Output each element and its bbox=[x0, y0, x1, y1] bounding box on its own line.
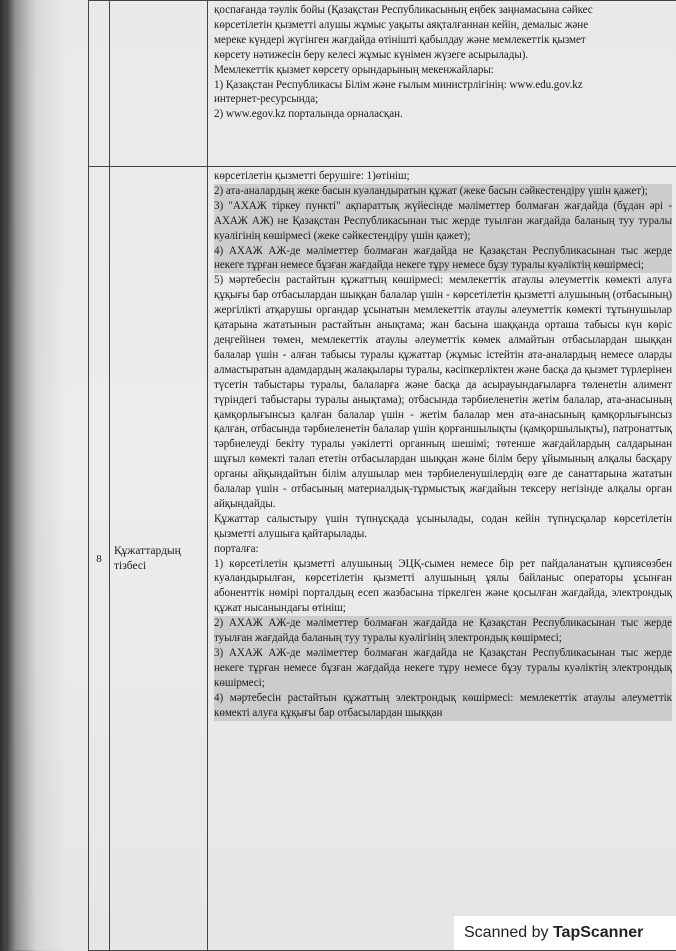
paragraph: 4) АХАЖ АЖ-де мәліметтер болмаған жағдайда не Қазақстан Республикасынан тыс жерде некеге тұрған немесе бұзған жағдайда некеге тұру немесе бұзу туралы куәліктің көшірмесі; bbox=[214, 244, 672, 274]
paragraph: 3) "АХАЖ тіркеу пункті" ақпараттық жүйесінде мәліметтер болмаған жағдайда (бұдан әрі - АХАЖ АЖ) не Қазақстан Республикасынан тыс жерде туылған жағдайда баланың туу туралы куәлігінің көшірмесі (жеке сәйкестендіру үшін қажет); bbox=[214, 199, 672, 244]
text-line: көрсету нәтижесін беру келесі жұмыс күнімен жүзеге асырылады). bbox=[214, 48, 672, 63]
paragraph: 3) АХАЖ АЖ-де мәліметтер болмаған жағдайда не Қазақстан Республикасынан тыс жерде некеге тұрған немесе бұзған жағдайда некеге тұру немесе бұзу туралы куәліктің электрондық көшірмесі; bbox=[214, 646, 672, 691]
page-edge-shadow bbox=[6, 0, 66, 950]
paragraph: 5) мәртебесін растайтын құжаттың көшірмесі: мемлекеттік атаулы әлеуметтік көмекті алуға құқығы бар отбасылардан шыққан балалар үшін - көрсетілетін қызметті алушының (отбасының) жергілікті атқарушы органдар ұсынатын мемлекеттік атаулы әлеуметтік көмекті тұтынушылар қатарына жататынын растайтын анықтама; жан басына шаққанда орташа табысы күн көріс деңгейінен төмен, мемлекеттік атаулы әлеуметтік көмек алмайтын отбасылардан шыққан балалар үшін - алған табысы туралы құжаттар (жұмыс істейтін ата-аналардың немесе оларды алмастыратын адамдардың жалақылары туралы, кәсіпкерліктен және басқа да қызмет түрлерінен түсетін табыстары туралы, балаларға және басқа да асырауындағыларға төленетін алимент түріндегі табыстары туралы анықтама); отбасында тәрбиеленетін жетім балалар, ата-анасының қамқорлығынсыз қалған балалар үшін - жетім балалар мен ата-анасының қамқорлығынсыз қалған, отбасында тәрбиеленетін балалар үшін қорғаншылықты (қамқоршылықты), патронаттық тәрбиелеуді бекіту туралы уәкілетті органның шешімі; төтенше жағдайлардың салдарынан шұғыл көмекті талап ететін отбасылардан шыққан және білім беру ұйымының алқалы басқару органы айқындайтын білім алушылар мен тәрбиеленушілердің өзге де санаттарына жататын балалар үшін - отбасының материалдық-тұрмыстық жағдайын тексеру негізінде алқалы орган айқындайды. bbox=[214, 273, 672, 512]
text-line: мереке күндері жүгінген жағдайда өтінішті қабылдау және мемлекеттік қызмет bbox=[214, 33, 672, 48]
paragraph: көрсетілетін қызметті берушіге: 1)өтініш; bbox=[214, 169, 672, 184]
row-title-documents-list: Құжаттардың тізбесі bbox=[110, 167, 208, 951]
row-content bbox=[208, 1, 676, 167]
text-line: 1) Қазақстан Республикасы Білім және ғылым министрлігінің: www.edu.gov.kz bbox=[214, 78, 672, 93]
table-row bbox=[89, 167, 676, 951]
paragraph: 4) мәртебесін растайтын құжаттың электрондық көшірмесі: мемлекеттік атаулы әлеуметтік көмекті алуға құқығы бар отбасылардан шыққан bbox=[214, 691, 672, 721]
text-line: көрсетілетін қызметті алушы жұмыс уақыты аяқталғаннан кейін, демалыс және bbox=[214, 18, 672, 33]
text-line: интернет-ресурсында; bbox=[214, 92, 672, 107]
text-line: Мемлекеттік қызмет көрсету орындарының мекенжайлары: bbox=[214, 63, 672, 78]
paragraph: Құжаттар салыстыру үшін түпнұсқада ұсынылады, содан кейін түпнұсқалар көрсетілетін қызметті алушыға қайтарылады. bbox=[214, 512, 672, 542]
row-title bbox=[110, 1, 208, 167]
row-number: 8 bbox=[89, 167, 110, 951]
scanner-watermark bbox=[454, 916, 676, 950]
row-number bbox=[89, 1, 110, 167]
watermark-prefix: Scanned by bbox=[464, 924, 553, 941]
paragraph: 2) АХАЖ АЖ-де мәліметтер болмаған жағдайда не Қазақстан Республикасынан тыс жерде туылған жағдайда баланың туу туралы куәлігінің электрондық көшірмесі; bbox=[214, 616, 672, 646]
scanned-page bbox=[6, 0, 676, 950]
paragraph: 1) көрсетілетін қызметті алушының ЭЦҚ-сымен немесе бір рет пайдаланатын құпиясөзбен куәландырылған, көрсетілетін қызметті алушының ұялы байланыс операторы ұсынған абоненттік нөмірі порталдың есеп жазбасына тіркелген жəне қосылған жағдайда, электрондық құжат нысанындағы өтініш; bbox=[214, 557, 672, 617]
row-content bbox=[208, 167, 676, 951]
text-line: қоспағанда тәулік бойы (Қазақстан Республикасының еңбек заңнамасына сәйкес bbox=[214, 3, 672, 18]
paragraph: порталға: bbox=[214, 542, 672, 557]
paragraph: 2) ата-аналардың жеке басын куәландыратын құжат (жеке басын сәйкестендіру үшін қажет); bbox=[214, 184, 672, 199]
document-table bbox=[88, 0, 676, 951]
watermark-brand: TapScanner bbox=[553, 924, 643, 941]
text-line: 2) www.egov.kz порталында орналасқан. bbox=[214, 107, 672, 122]
table-row bbox=[89, 1, 676, 167]
